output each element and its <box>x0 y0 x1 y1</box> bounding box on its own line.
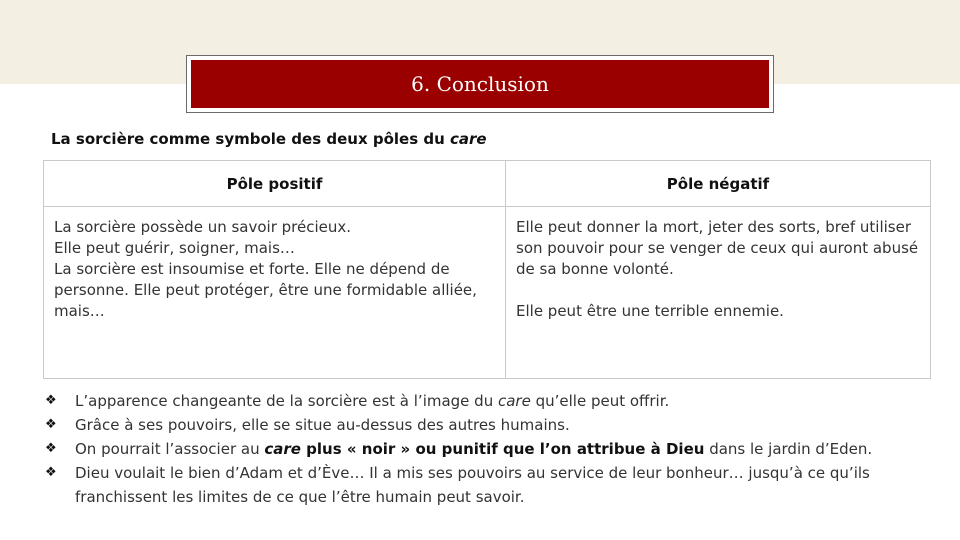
bullet-1-post: qu’elle peut offrir. <box>530 392 670 410</box>
title-frame <box>186 55 774 113</box>
bullet-item <box>45 461 945 509</box>
diamond-flower-bullet-icon: ❖ <box>45 417 57 432</box>
negative-text-1: Elle peut donner la mort, jeter des sorts, bref utiliser son pouvoir pour se venger de ceux qui auront abusé de sa bonne volonté. <box>516 218 919 278</box>
positive-text-2: La sorcière est insoumise et forte. Elle ne dépend de personne. Elle peut protéger, être une formidable alliée, mais… <box>54 260 477 320</box>
caption-emphasis: care <box>450 130 487 148</box>
bullet-item <box>45 437 945 461</box>
diamond-flower-bullet-icon: ❖ <box>45 441 57 456</box>
diamond-flower-bullet-icon: ❖ <box>45 393 57 408</box>
negative-text-2: Elle peut être une terrible ennemie. <box>516 302 784 320</box>
table-body-row <box>44 207 931 379</box>
bullet-list <box>45 389 945 509</box>
cell-negative <box>506 207 931 379</box>
cell-positive <box>44 207 506 379</box>
bullet-2-text: Grâce à ses pouvoirs, elle se situe au-dessus des autres humains. <box>75 416 570 434</box>
header-negative: Pôle négatif <box>506 161 931 207</box>
diamond-flower-bullet-icon: ❖ <box>45 465 57 480</box>
bullet-3-pre: On pourrait l’associer au <box>75 440 265 458</box>
bullet-3-em-bold: care <box>264 440 301 458</box>
bullet-1-em: care <box>497 392 531 410</box>
bullet-item <box>45 413 945 437</box>
bullet-4-text: Dieu voulait le bien d’Adam et d’Ève… Il a mis ses pouvoirs au service de leur bonheur… jusqu’à ce qu’ils franchissent les limites de ce que l’être humain peut savoir. <box>75 464 870 506</box>
table-header-row <box>44 161 931 207</box>
bullet-3-post: dans le jardin d’Eden. <box>704 440 873 458</box>
caption-text: La sorcière comme symbole des deux pôles du <box>51 130 450 148</box>
slide-title: 6. Conclusion <box>191 60 769 108</box>
bullet-1-pre: L’apparence changeante de la sorcière est à l’image du <box>75 392 498 410</box>
bullet-item <box>45 389 945 413</box>
positive-text-1: La sorcière possède un savoir précieux. Elle peut guérir, soigner, mais… <box>54 218 352 257</box>
table-caption <box>51 130 487 148</box>
poles-table <box>43 160 931 379</box>
header-positive: Pôle positif <box>44 161 506 207</box>
bullet-3-bold: plus « noir » ou punitif que l’on attribue à Dieu <box>300 440 705 458</box>
